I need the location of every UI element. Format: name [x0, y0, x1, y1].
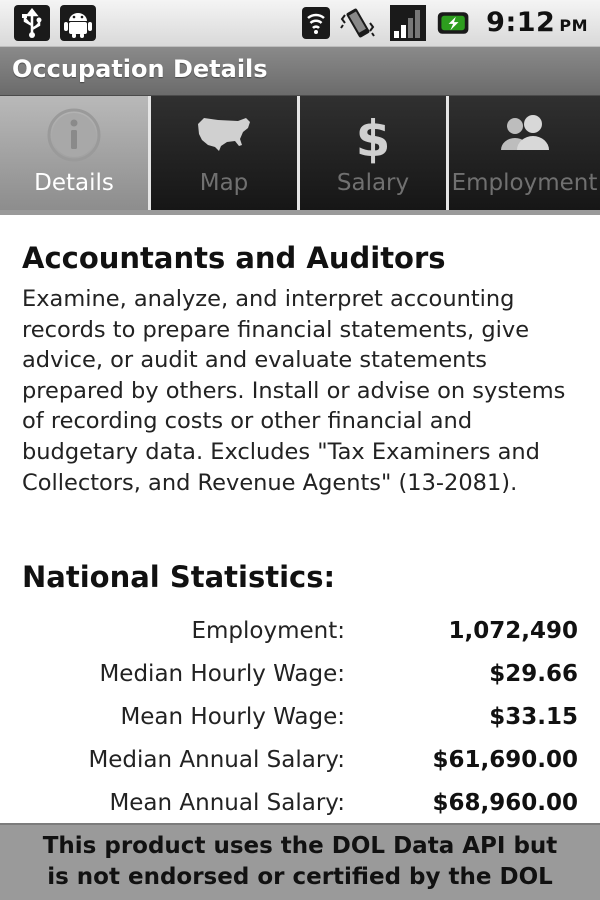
stat-row-median-hourly-wage — [0, 661, 600, 701]
tab-underline — [0, 210, 600, 215]
title-bar — [0, 47, 600, 96]
status-bar — [0, 0, 600, 47]
stat-row-employment — [0, 618, 600, 658]
tab-details[interactable] — [0, 96, 151, 210]
clock-ampm: PM — [559, 16, 588, 35]
footer-line-2: is not endorsed or certified by the DOL — [47, 864, 553, 890]
stat-row-median-annual-salary — [0, 747, 600, 787]
tab-map[interactable] — [151, 96, 300, 210]
footer-disclaimer — [0, 823, 600, 900]
tab-map-label: Map — [199, 170, 249, 196]
vibrate-icon — [340, 5, 376, 41]
clock — [486, 7, 588, 38]
occupation-details — [22, 236, 582, 498]
tab-details-label: Details — [34, 170, 114, 196]
tab-employment[interactable] — [449, 96, 600, 210]
tab-employment-label: Employment — [451, 170, 598, 196]
footer-line-1: This product uses the DOL Data API but — [42, 833, 558, 859]
stat-label: Employment: — [191, 618, 345, 644]
occupation-description: Examine, analyze, and interpret accounting records to prepare financial statements, give advice, or audit and evaluate statements prepared by others. Install or advise on systems of recording costs or other financial and budgetary data. Excludes "Tax Examiners and Collectors, and Revenue Agents" (13-2081). — [22, 286, 566, 496]
statistics-heading: National Statistics: — [22, 560, 336, 594]
stat-value: $33.15 — [489, 704, 578, 730]
occupation-title: Accountants and Auditors — [22, 241, 446, 275]
stat-label: Mean Annual Salary: — [109, 790, 345, 816]
stat-value: $68,960.00 — [432, 790, 578, 816]
usb-icon — [14, 5, 50, 41]
page-title: Occupation Details — [12, 55, 268, 83]
people-icon — [495, 106, 555, 162]
clock-time: 9:12 — [486, 7, 556, 38]
stat-label: Median Hourly Wage: — [99, 661, 345, 687]
tab-bar — [0, 96, 600, 214]
signal-icon — [390, 5, 426, 41]
dollar-icon — [348, 106, 398, 166]
us-map-icon — [194, 106, 254, 162]
svg-text:$: $ — [355, 110, 391, 166]
stat-row-mean-hourly-wage — [0, 704, 600, 744]
tab-salary-label: Salary — [336, 170, 410, 196]
stat-label: Mean Hourly Wage: — [120, 704, 345, 730]
battery-charging-icon — [436, 5, 472, 41]
info-icon — [45, 106, 103, 164]
android-debug-icon — [60, 5, 96, 41]
wifi-icon — [298, 5, 334, 41]
stat-value: $61,690.00 — [432, 747, 578, 773]
tab-salary[interactable] — [300, 96, 449, 210]
stat-label: Median Annual Salary: — [88, 747, 345, 773]
stat-value: 1,072,490 — [448, 618, 578, 644]
stat-value: $29.66 — [489, 661, 578, 687]
